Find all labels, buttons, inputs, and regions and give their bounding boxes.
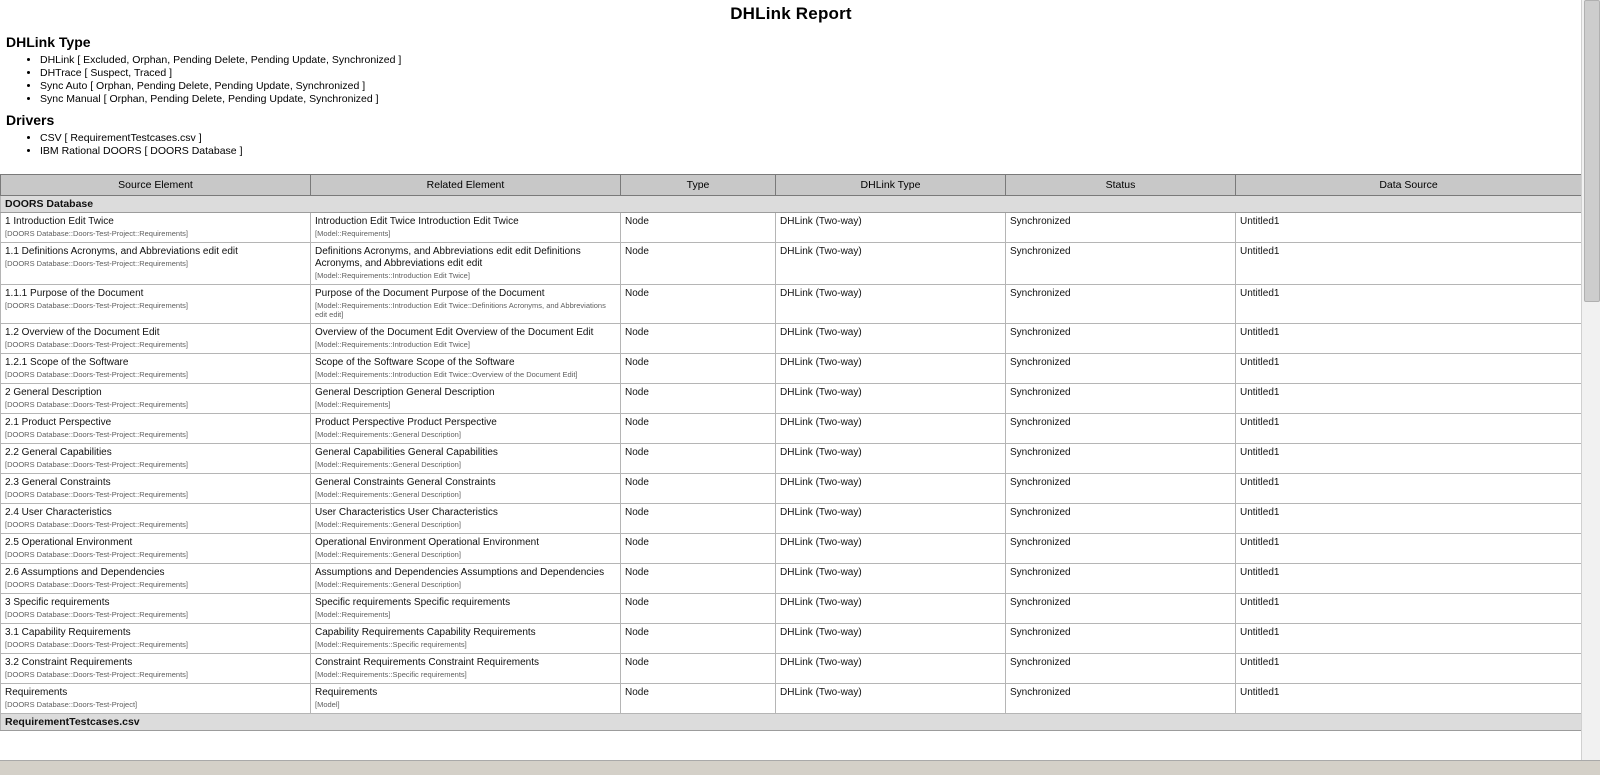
list-item: • CSV [ RequirementTestcases.csv ] [40,132,1582,145]
cell-data-source [1236,654,1582,684]
table-row[interactable] [1,684,1582,714]
cell-type [621,534,776,564]
type-value: Node [625,597,649,608]
data-source-value: Untitled1 [1240,216,1280,227]
source-element-name: 3.2 Constraint Requirements [5,657,133,668]
cell-dhlink-type [776,444,1006,474]
cell-related-element [311,213,621,243]
cell-status [1006,474,1236,504]
cell-status [1006,654,1236,684]
dhlink-type-value: DHLink (Two-way) [780,357,862,368]
table-row[interactable] [1,384,1582,414]
status-badge: Synchronized [1010,447,1071,458]
dhlink-type-value: DHLink (Two-way) [780,447,862,458]
vertical-scrollbar[interactable] [1581,0,1600,775]
section-heading-dhlink-type: DHLink Type [6,34,91,50]
cell-source-element [1,594,311,624]
data-source-value: Untitled1 [1240,687,1280,698]
table-row[interactable] [1,414,1582,444]
source-element-name: 1.1 Definitions Acronyms, and Abbreviations edit edit [5,246,238,257]
source-element-path: [DOORS Database::Doors-Test-Project] [5,700,138,709]
cell-data-source [1236,213,1582,243]
dhlink-type-value: DHLink (Two-way) [780,567,862,578]
source-element-path: [DOORS Database::Doors-Test-Project::Requirements] [5,340,188,349]
cell-related-element [311,414,621,444]
related-element-path: [Model::Requirements::Specific requirements] [315,670,467,679]
dhlink-type-value: DHLink (Two-way) [780,387,862,398]
cell-data-source [1236,384,1582,414]
list-item: • DHLink [ Excluded, Orphan, Pending Delete, Pending Update, Synchronized ] [40,54,1582,67]
cell-dhlink-type [776,684,1006,714]
cell-source-element [1,534,311,564]
cell-related-element [311,324,621,354]
cell-status [1006,213,1236,243]
group-row-requirement-testcases [1,714,1582,731]
cell-data-source [1236,324,1582,354]
drivers-list [0,132,1582,158]
cell-dhlink-type [776,243,1006,285]
table-row[interactable] [1,654,1582,684]
data-source-value: Untitled1 [1240,597,1280,608]
cell-source-element [1,504,311,534]
cell-dhlink-type [776,594,1006,624]
cell-type [621,444,776,474]
source-element-name: 1 Introduction Edit Twice [5,216,114,227]
cell-source-element [1,444,311,474]
table-row[interactable] [1,534,1582,564]
related-element-name: General Description General Description [315,387,495,398]
cell-source-element [1,243,311,285]
related-element-name: Scope of the Software Scope of the Software [315,357,515,368]
source-element-name: 2.5 Operational Environment [5,537,133,548]
cell-dhlink-type [776,414,1006,444]
column-header-type[interactable]: Type [621,175,776,196]
cell-status [1006,624,1236,654]
dhlink-type-value: DHLink (Two-way) [780,216,862,227]
status-bar [0,760,1600,775]
related-element-name: Capability Requirements Capability Requirements [315,627,536,638]
type-value: Node [625,537,649,548]
source-element-path: [DOORS Database::Doors-Test-Project::Requirements] [5,400,188,409]
status-badge: Synchronized [1010,387,1071,398]
related-element-path: [Model::Requirements::General Description] [315,580,461,589]
source-element-path: [DOORS Database::Doors-Test-Project::Requirements] [5,550,188,559]
type-value: Node [625,657,649,668]
source-element-name: 2 General Description [5,387,102,398]
dhlink-type-value: DHLink (Two-way) [780,246,862,257]
cell-related-element [311,684,621,714]
cell-related-element [311,354,621,384]
cell-type [621,474,776,504]
cell-source-element [1,684,311,714]
cell-data-source [1236,684,1582,714]
cell-related-element [311,243,621,285]
related-element-name: Overview of the Document Edit Overview of the Document Edit [315,327,594,338]
cell-status [1006,504,1236,534]
type-value: Node [625,288,649,299]
dhlink-type-value: DHLink (Two-way) [780,597,862,608]
source-element-path: [DOORS Database::Doors-Test-Project::Requirements] [5,490,188,499]
source-element-path: [DOORS Database::Doors-Test-Project::Requirements] [5,460,188,469]
list-item: • Sync Auto [ Orphan, Pending Delete, Pending Update, Synchronized ] [40,80,1582,93]
data-source-value: Untitled1 [1240,507,1280,518]
related-element-path: [Model::Requirements] [315,229,391,238]
cell-related-element [311,624,621,654]
type-value: Node [625,567,649,578]
data-source-value: Untitled1 [1240,357,1280,368]
data-source-value: Untitled1 [1240,477,1280,488]
data-source-value: Untitled1 [1240,627,1280,638]
type-value: Node [625,417,649,428]
status-badge: Synchronized [1010,216,1071,227]
cell-dhlink-type [776,564,1006,594]
group-row-doors-database [1,196,1582,213]
table-row[interactable] [1,564,1582,594]
data-source-value: Untitled1 [1240,327,1280,338]
source-element-name: 2.6 Assumptions and Dependencies [5,567,165,578]
related-element-path: [Model::Requirements::General Description] [315,550,461,559]
cell-data-source [1236,354,1582,384]
cell-type [621,354,776,384]
column-header-source-element[interactable]: Source Element [1,175,311,196]
column-header-related-element[interactable]: Related Element [311,175,621,196]
related-element-name: General Capabilities General Capabilities [315,447,498,458]
cell-type [621,504,776,534]
cell-data-source [1236,504,1582,534]
cell-status [1006,285,1236,324]
cell-type [621,285,776,324]
related-element-path: [Model::Requirements::General Description] [315,460,461,469]
table-row[interactable] [1,504,1582,534]
table-row[interactable] [1,354,1582,384]
cell-data-source [1236,444,1582,474]
related-element-name: Product Perspective Product Perspective [315,417,497,428]
dhlink-type-value: DHLink (Two-way) [780,327,862,338]
cell-related-element [311,444,621,474]
related-element-name: Assumptions and Dependencies Assumptions and Dependencies [315,567,605,578]
type-value: Node [625,477,649,488]
cell-data-source [1236,624,1582,654]
related-element-path: [Model::Requirements] [315,400,391,409]
status-badge: Synchronized [1010,288,1071,299]
source-element-name: 2.4 User Characteristics [5,507,112,518]
type-value: Node [625,687,649,698]
related-element-name: User Characteristics User Characteristics [315,507,498,518]
dhlink-type-value: DHLink (Two-way) [780,507,862,518]
source-element-name: 2.1 Product Perspective [5,417,112,428]
cell-related-element [311,384,621,414]
cell-status [1006,564,1236,594]
cell-status [1006,354,1236,384]
status-badge: Synchronized [1010,657,1071,668]
cell-data-source [1236,594,1582,624]
status-badge: Synchronized [1010,507,1071,518]
dhlink-type-value: DHLink (Two-way) [780,288,862,299]
cell-dhlink-type [776,534,1006,564]
source-element-name: 2.3 General Constraints [5,477,111,488]
cell-status [1006,384,1236,414]
related-element-path: [Model::Requirements::Introduction Edit Twice] [315,271,470,280]
data-source-value: Untitled1 [1240,288,1280,299]
source-element-name: 1.2 Overview of the Document Edit [5,327,160,338]
related-element-path: [Model::Requirements::Introduction Edit Twice::Definitions Acronyms, and Abbreviations edit edit] [315,301,606,319]
source-element-name: 2.2 General Capabilities [5,447,112,458]
table-header-row [1,175,1582,196]
table-row[interactable] [1,474,1582,504]
source-element-path: [DOORS Database::Doors-Test-Project::Requirements] [5,259,188,268]
source-element-path: [DOORS Database::Doors-Test-Project::Requirements] [5,229,188,238]
related-element-name: Specific requirements Specific requirements [315,597,511,608]
cell-related-element [311,564,621,594]
type-value: Node [625,387,649,398]
section-heading-drivers: Drivers [6,112,55,128]
cell-status [1006,243,1236,285]
scrollbar-thumb[interactable] [1584,0,1600,302]
type-value: Node [625,216,649,227]
related-element-name: Operational Environment Operational Environment [315,537,540,548]
cell-status [1006,534,1236,564]
source-element-name: 3.1 Capability Requirements [5,627,131,638]
cell-related-element [311,504,621,534]
cell-dhlink-type [776,324,1006,354]
source-element-path: [DOORS Database::Doors-Test-Project::Requirements] [5,370,188,379]
cell-dhlink-type [776,474,1006,504]
type-value: Node [625,246,649,257]
status-badge: Synchronized [1010,627,1071,638]
dhlink-type-value: DHLink (Two-way) [780,657,862,668]
source-element-name: 1.1.1 Purpose of the Document [5,288,144,299]
related-element-path: [Model::Requirements::Introduction Edit Twice] [315,340,470,349]
cell-source-element [1,324,311,354]
cell-status [1006,594,1236,624]
cell-source-element [1,624,311,654]
related-element-path: [Model] [315,700,340,709]
data-source-value: Untitled1 [1240,657,1280,668]
table-row[interactable] [1,285,1582,324]
data-source-value: Untitled1 [1240,387,1280,398]
data-source-value: Untitled1 [1240,246,1280,257]
cell-source-element [1,354,311,384]
status-badge: Synchronized [1010,687,1071,698]
related-element-name: Requirements [315,687,378,698]
table-row[interactable] [1,213,1582,243]
related-element-path: [Model::Requirements] [315,610,391,619]
dhlink-type-value: DHLink (Two-way) [780,477,862,488]
type-value: Node [625,507,649,518]
cell-data-source [1236,474,1582,504]
cell-source-element [1,654,311,684]
column-header-data-source[interactable]: Data Source [1236,175,1582,196]
related-element-name: Purpose of the Document Purpose of the Document [315,288,545,299]
cell-dhlink-type [776,384,1006,414]
status-badge: Synchronized [1010,597,1071,608]
source-element-path: [DOORS Database::Doors-Test-Project::Requirements] [5,610,188,619]
source-element-path: [DOORS Database::Doors-Test-Project::Requirements] [5,580,188,589]
related-element-path: [Model::Requirements::General Description] [315,520,461,529]
status-badge: Synchronized [1010,357,1071,368]
cell-related-element [311,534,621,564]
dhlink-table [0,174,1582,731]
table-row[interactable] [1,624,1582,654]
list-item: • IBM Rational DOORS [ DOORS Database ] [40,145,1582,158]
cell-type [621,684,776,714]
source-element-name: Requirements [5,687,68,698]
related-element-name: Definitions Acronyms, and Abbreviations edit edit Definitions Acronyms, and Abbreviations edit edit [315,246,581,269]
dhlink-type-value: DHLink (Two-way) [780,627,862,638]
dhlink-type-value: DHLink (Two-way) [780,417,862,428]
column-header-dhlink-type[interactable]: DHLink Type [776,175,1006,196]
data-source-value: Untitled1 [1240,447,1280,458]
cell-source-element [1,414,311,444]
cell-related-element [311,285,621,324]
cell-dhlink-type [776,624,1006,654]
page-title: DHLink Report [730,4,852,23]
data-source-value: Untitled1 [1240,417,1280,428]
cell-related-element [311,654,621,684]
cell-type [621,594,776,624]
cell-dhlink-type [776,285,1006,324]
dhlink-type-value: DHLink (Two-way) [780,537,862,548]
cell-type [621,213,776,243]
status-badge: Synchronized [1010,246,1071,257]
column-header-status[interactable]: Status [1006,175,1236,196]
cell-dhlink-type [776,354,1006,384]
cell-status [1006,414,1236,444]
type-value: Node [625,627,649,638]
type-value: Node [625,327,649,338]
cell-status [1006,684,1236,714]
status-badge: Synchronized [1010,327,1071,338]
cell-type [621,243,776,285]
related-element-name: Introduction Edit Twice Introduction Edit Twice [315,216,519,227]
type-value: Node [625,447,649,458]
data-source-value: Untitled1 [1240,567,1280,578]
cell-data-source [1236,534,1582,564]
source-element-path: [DOORS Database::Doors-Test-Project::Requirements] [5,301,188,310]
related-element-path: [Model::Requirements::General Description] [315,490,461,499]
related-element-name: Constraint Requirements Constraint Requirements [315,657,539,668]
cell-data-source [1236,564,1582,594]
status-badge: Synchronized [1010,417,1071,428]
status-badge: Synchronized [1010,567,1071,578]
related-element-path: [Model::Requirements::Specific requirements] [315,640,467,649]
cell-type [621,414,776,444]
cell-source-element [1,384,311,414]
cell-dhlink-type [776,654,1006,684]
table-row[interactable] [1,444,1582,474]
table-row[interactable] [1,324,1582,354]
cell-source-element [1,564,311,594]
source-element-path: [DOORS Database::Doors-Test-Project::Requirements] [5,640,188,649]
cell-source-element [1,474,311,504]
cell-data-source [1236,414,1582,444]
related-element-path: [Model::Requirements::Introduction Edit Twice::Overview of the Document Edit] [315,370,578,379]
cell-status [1006,324,1236,354]
cell-related-element [311,474,621,504]
table-row[interactable] [1,243,1582,285]
data-source-value: Untitled1 [1240,537,1280,548]
related-element-name: General Constraints General Constraints [315,477,496,488]
cell-related-element [311,594,621,624]
cell-type [621,624,776,654]
status-badge: Synchronized [1010,537,1071,548]
source-element-path: [DOORS Database::Doors-Test-Project::Requirements] [5,520,188,529]
group-label: DOORS Database [1,196,1582,213]
cell-dhlink-type [776,504,1006,534]
list-item: • DHTrace [ Suspect, Traced ] [40,67,1582,80]
dhlink-type-value: DHLink (Two-way) [780,687,862,698]
cell-source-element [1,213,311,243]
source-element-name: 3 Specific requirements [5,597,110,608]
type-value: Node [625,357,649,368]
cell-data-source [1236,243,1582,285]
cell-source-element [1,285,311,324]
source-element-name: 1.2.1 Scope of the Software [5,357,129,368]
cell-status [1006,444,1236,474]
cell-type [621,654,776,684]
dhlink-type-list [0,54,1582,106]
cell-type [621,324,776,354]
table-body [1,196,1582,731]
source-element-path: [DOORS Database::Doors-Test-Project::Requirements] [5,670,188,679]
source-element-path: [DOORS Database::Doors-Test-Project::Requirements] [5,430,188,439]
list-item: • Sync Manual [ Orphan, Pending Delete, Pending Update, Synchronized ] [40,93,1582,106]
cell-data-source [1236,285,1582,324]
group-label: RequirementTestcases.csv [1,714,1582,731]
status-badge: Synchronized [1010,477,1071,488]
related-element-path: [Model::Requirements::General Description] [315,430,461,439]
cell-dhlink-type [776,213,1006,243]
table-row[interactable] [1,594,1582,624]
cell-type [621,564,776,594]
cell-type [621,384,776,414]
